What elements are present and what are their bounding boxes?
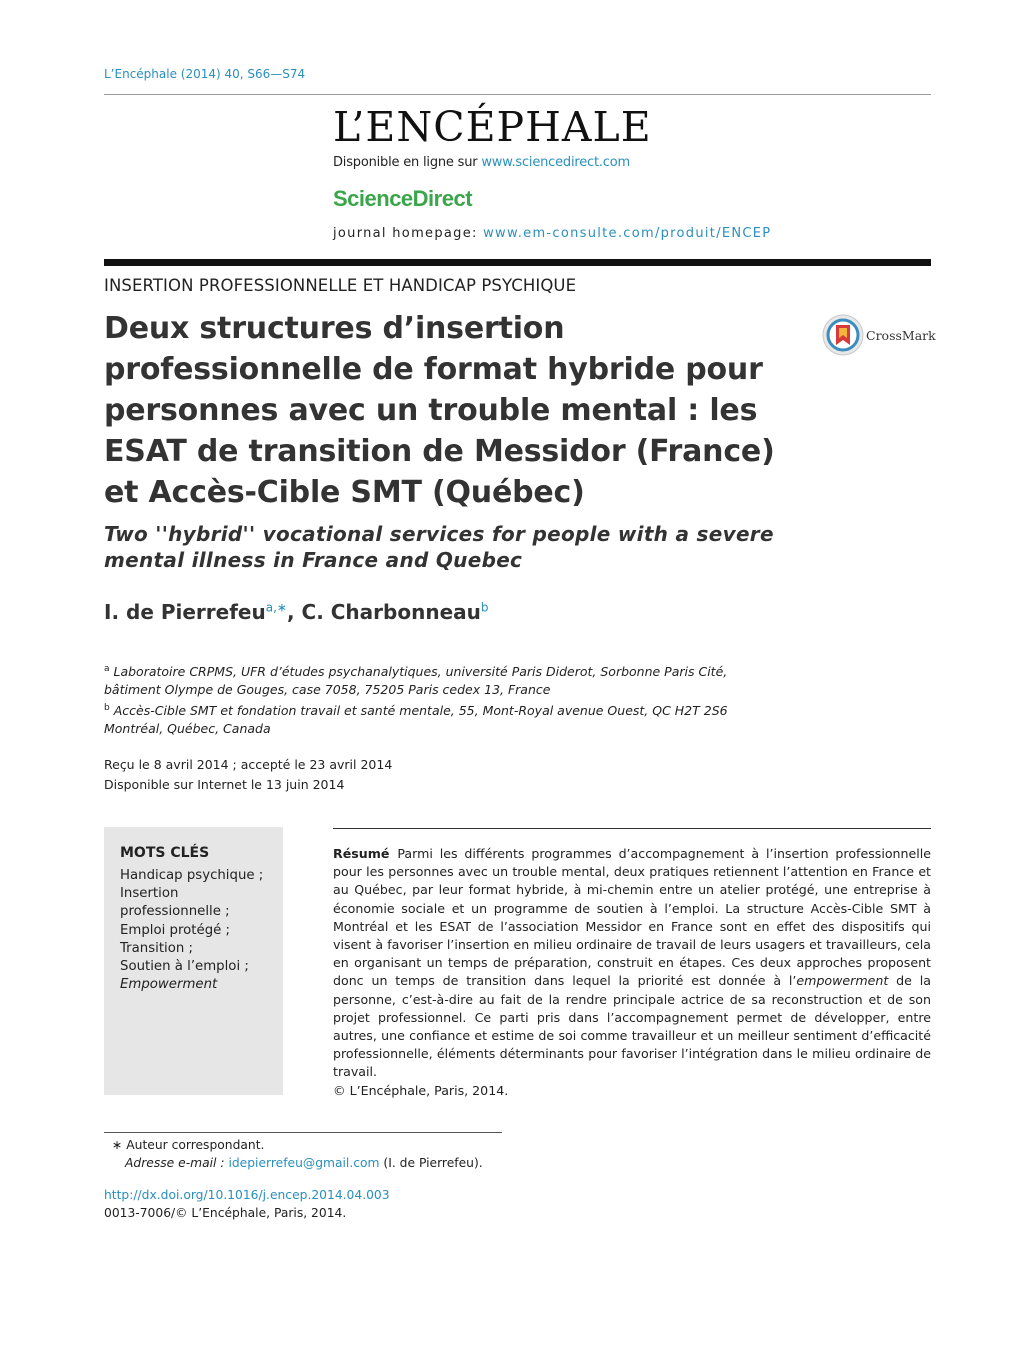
homepage-link[interactable]: www.em-consulte.com/produit/ENCEP	[483, 226, 772, 241]
keyword-item: Handicap psychique ;	[120, 868, 264, 883]
keyword-item: Transition ;	[120, 940, 194, 956]
affiliation-b	[104, 699, 804, 720]
author-separator: ,	[286, 600, 302, 624]
keyword-item: Insertion	[120, 886, 179, 902]
doi-block	[104, 1186, 390, 1222]
online-date: Disponible sur Internet le 13 juin 2014	[104, 776, 345, 792]
author-1: I. de Pierrefeu	[104, 600, 266, 624]
keywords-title: MOTS CLÉS	[120, 845, 210, 861]
affiliation-a	[104, 660, 804, 681]
author-2: C. Charbonneau	[301, 600, 481, 624]
affiliation-b-line1: Accès-Cible SMT et fondation travail et santé mentale, 55, Mont-Royal avenue Ouest, QC H2T 2S6	[113, 703, 728, 719]
doi-link[interactable]: http://dx.doi.org/10.1016/j.encep.2014.04.003	[104, 1188, 390, 1202]
keywords-list	[120, 867, 263, 994]
author-list	[104, 600, 489, 624]
journal-logo: L’ENCÉPHALE	[333, 103, 652, 151]
available-prefix: Disponible en ligne sur	[333, 155, 482, 170]
received-accepted-date: Reçu le 8 avril 2014 ; accepté le 23 avril 2014	[104, 757, 393, 772]
journal-homepage-line	[333, 226, 771, 241]
journal-citation[interactable]: L’Encéphale (2014) 40, S66—S74	[104, 67, 306, 81]
footnote-label: Auteur correspondant.	[126, 1138, 265, 1152]
header-bar	[104, 259, 931, 266]
affiliation-a-line1: Laboratoire CRPMS, UFR d’études psychanalytiques, université Paris Diderot, Sorbonne Paris Cité,	[113, 664, 728, 680]
affiliation-a-line2: bâtiment Olympe de Gouges, case 7058, 75205 Paris cedex 13, France	[104, 682, 551, 698]
abstract-copyright: © L’Encéphale, Paris, 2014.	[333, 1082, 509, 1098]
article-title: Deux structures d’insertion professionnelle de format hybride pour personnes avec un trouble mental : les ESAT de transition de Messidor (France) et Accès-Cible SMT (Québec)	[104, 311, 775, 510]
affiliation-b-marker: b	[104, 703, 110, 714]
crossmark-label: CrossMark	[866, 328, 936, 343]
affiliations	[104, 660, 804, 738]
article-subtitle: Two ''hybrid'' vocational services for people with a severe mental illness in France and Quebec	[104, 522, 774, 572]
abstract-text-part1: Parmi les différents programmes d’accompagnement à l’insertion professionnelle pour les personnes avec un trouble mental, deux pratiques retiennent l’attention en France et au Québec, par leur format hybride, à mi-chemin entre un atelier protégé, une entreprise à économie sociale et un programme de soutien à l’emploi. La structure Accès-Cible SMT à Montréal et les ESAT de l’association Messidor en France sont en effet des dispositifs qui visent à favoriser l’insertion en milieu ordinaire de travail de leurs usagers et travailleurs, cela en organisant un temps de préparation, construit en étapes. Ces deux approches proposent donc un temps de transition dans lequel la priorité est donnée à l’	[333, 846, 931, 989]
section-label: INSERTION PROFESSIONNELLE ET HANDICAP PSYCHIQUE	[104, 276, 577, 295]
abstract-emphasis: empowerment	[796, 973, 889, 989]
abstract-text-part2: de la personne, c’est-à-dire au fait de la rendre principale actrice de sa reconstruction et de son projet professionnel. Ce parti pris dans l’accompagnement permet de développer, entre autres, une confiance et estime de soi comme travailleur et un meilleur sentiment d’efficacité professionnelle, éléments déterminants pour favoriser l’intégration dans le milieu ordinaire de travail.	[333, 973, 931, 1080]
author-2-affiliation-marker[interactable]: b	[480, 600, 489, 615]
sciencedirect-brand[interactable]: ScienceDirect	[333, 186, 473, 211]
sciencedirect-link[interactable]: www.sciencedirect.com	[481, 155, 630, 170]
keywords-box	[104, 827, 283, 1095]
keyword-item: Soutien à l’emploi ;	[120, 959, 249, 975]
affiliation-a-marker: a	[104, 664, 110, 674]
author-1-affiliation-marker[interactable]: a,∗	[265, 600, 287, 615]
abstract	[333, 845, 931, 1100]
crossmark-badge[interactable]	[822, 314, 934, 356]
keyword-item: Emploi protégé ;	[120, 922, 231, 938]
top-divider	[104, 94, 931, 95]
email-label: Adresse e-mail :	[125, 1156, 229, 1170]
email-suffix: (I. de Pierrefeu).	[379, 1156, 483, 1170]
keyword-item: professionnelle ;	[120, 904, 230, 920]
article-dates	[104, 755, 392, 794]
footnote-marker: ∗	[112, 1138, 123, 1152]
crossmark-icon	[822, 314, 864, 356]
keyword-item: Empowerment	[120, 977, 218, 993]
footnote-divider	[104, 1132, 502, 1133]
homepage-prefix: journal homepage:	[333, 226, 484, 241]
affiliation-b-line2: Montréal, Québec, Canada	[104, 721, 271, 737]
abstract-label: Résumé	[333, 846, 390, 861]
issn-copyright: 0013-7006/© L’Encéphale, Paris, 2014.	[104, 1206, 347, 1220]
available-online-line	[333, 155, 630, 170]
abstract-divider	[333, 828, 931, 829]
email-link[interactable]: idepierrefeu@gmail.com	[228, 1156, 380, 1170]
corresponding-author-footnote	[104, 1136, 483, 1172]
